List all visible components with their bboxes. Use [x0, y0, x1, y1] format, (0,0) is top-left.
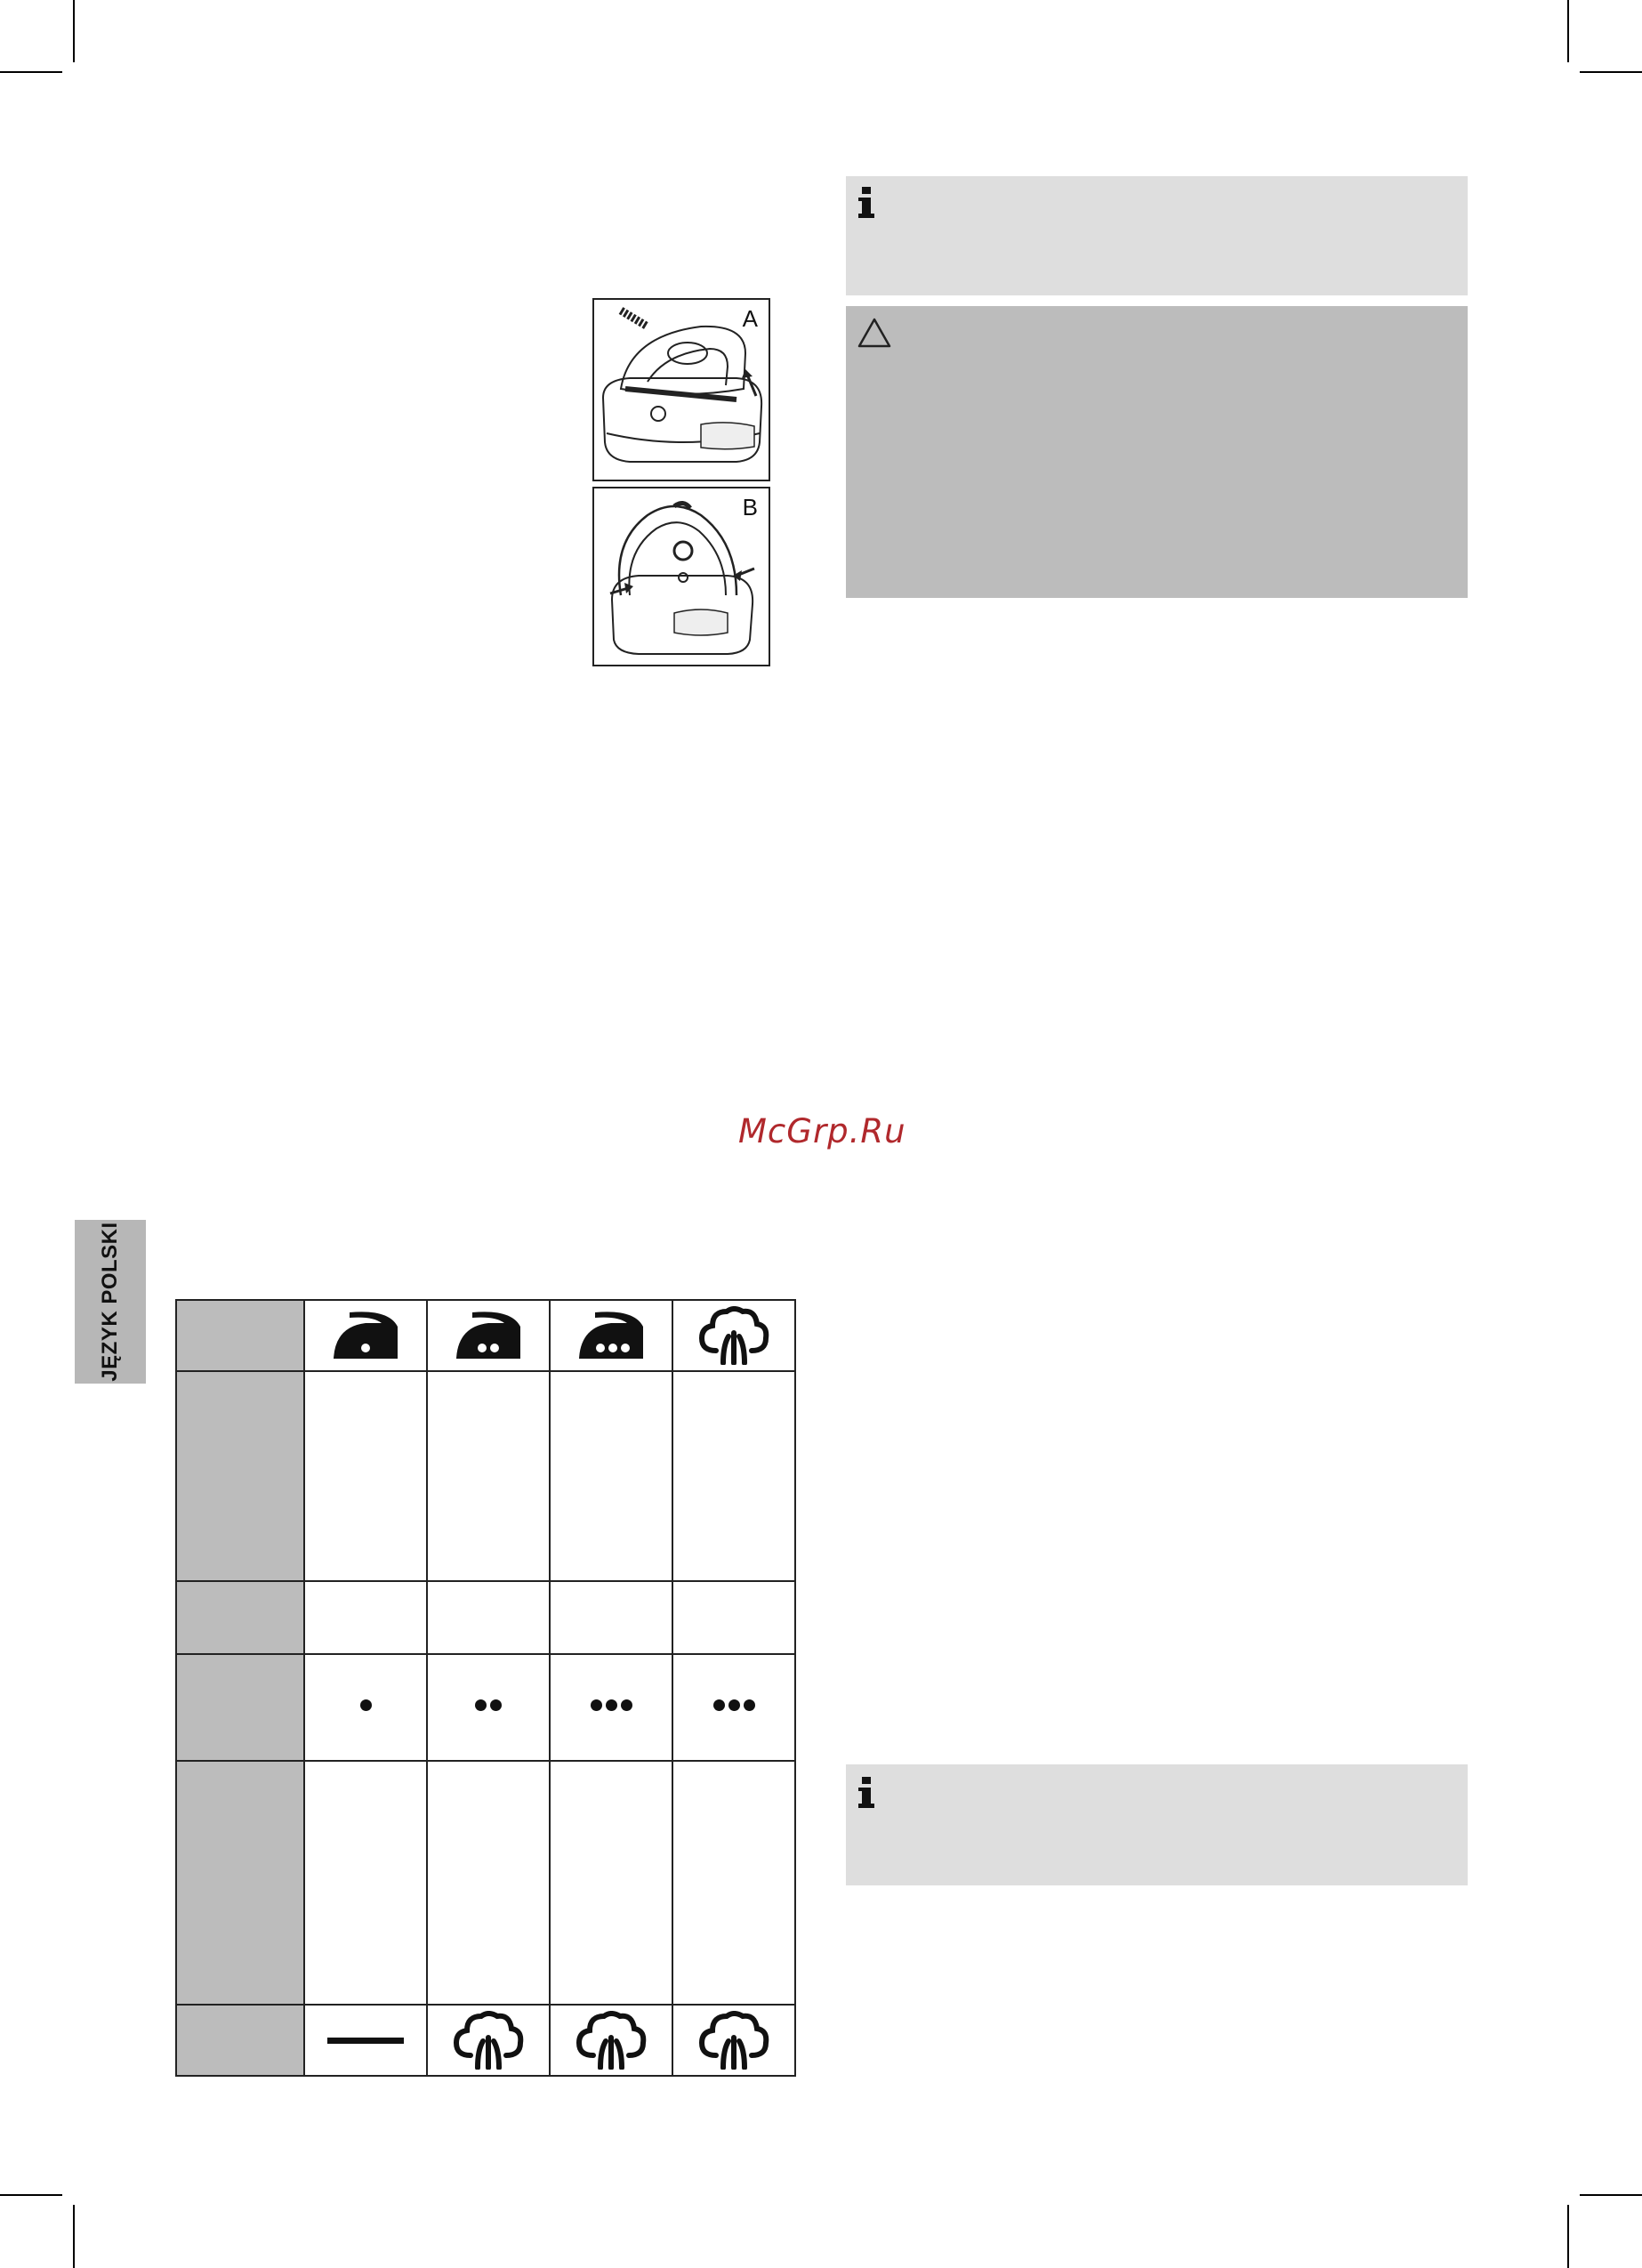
- table-header-cell: [176, 1654, 304, 1761]
- crop-mark: [0, 2194, 62, 2196]
- table-cell: [427, 1654, 550, 1761]
- steam-level-dots: [475, 1699, 502, 1711]
- table-cell: [427, 1371, 550, 1581]
- no-steam-dash: [327, 2038, 404, 2044]
- table-cell: [550, 2005, 672, 2076]
- language-tab: [75, 1220, 146, 1384]
- warning-triangle-icon: [857, 317, 892, 349]
- steam-level-dot: [606, 1699, 617, 1711]
- table-row: [176, 1300, 795, 1371]
- info-icon: [857, 1777, 876, 1809]
- table-cell: [304, 1300, 427, 1371]
- table-cell: [550, 1371, 672, 1581]
- table-row: [176, 2005, 795, 2076]
- steam-level-dots: [591, 1699, 632, 1711]
- table-cell: [672, 1300, 795, 1371]
- steam-level-dots: [713, 1699, 755, 1711]
- warning-box: [846, 306, 1468, 598]
- table-cell: [550, 1300, 672, 1371]
- table-cell: [304, 1581, 427, 1654]
- table-cell: [427, 1761, 550, 2005]
- table-cell: [672, 1371, 795, 1581]
- crop-mark: [73, 2205, 75, 2268]
- iron-one-dot-icon: [330, 1309, 401, 1362]
- steam-level-dot: [621, 1699, 632, 1711]
- table-cell: [550, 1761, 672, 2005]
- crop-mark: [1580, 2194, 1642, 2196]
- table-header-cell: [176, 1371, 304, 1581]
- table-header-cell: [176, 1581, 304, 1654]
- steam-level-dot: [475, 1699, 487, 1711]
- steam-level-dot: [728, 1699, 740, 1711]
- table-cell: [672, 1654, 795, 1761]
- steam-icon: [576, 2011, 647, 2070]
- steam-level-dot: [591, 1699, 602, 1711]
- table-cell: [672, 2005, 795, 2076]
- language-tab-label: JĘZYK POLSKI: [98, 1222, 122, 1382]
- crop-mark: [0, 71, 62, 73]
- figure-label: A: [742, 305, 758, 332]
- table-cell: [304, 1371, 427, 1581]
- table-header-cell: [176, 1761, 304, 2005]
- crop-mark: [1580, 71, 1642, 73]
- figure-b: [592, 487, 770, 666]
- table-header-cell: [176, 1300, 304, 1371]
- table-cell: [427, 1581, 550, 1654]
- steam-level-dots: [360, 1699, 372, 1711]
- table-cell: [672, 1761, 795, 2005]
- iron-two-dots-icon: [453, 1309, 524, 1362]
- steam-level-dot: [713, 1699, 725, 1711]
- steam-level-dot: [744, 1699, 755, 1711]
- watermark: McGrp.Ru: [738, 1112, 906, 1150]
- table-cell: [304, 1761, 427, 2005]
- table-cell: [550, 1581, 672, 1654]
- steam-level-dot: [490, 1699, 502, 1711]
- table-cell: [550, 1654, 672, 1761]
- figure-a: [592, 298, 770, 481]
- table-header-cell: [176, 2005, 304, 2076]
- steam-icon: [698, 2011, 769, 2070]
- steam-level-dot: [360, 1699, 372, 1711]
- info-icon: [857, 187, 876, 219]
- ironing-table: [175, 1299, 796, 2077]
- table-cell: [672, 1581, 795, 1654]
- table-cell: [304, 1654, 427, 1761]
- steam-icon: [453, 2011, 524, 2070]
- table-row: [176, 1371, 795, 1581]
- table-row: [176, 1761, 795, 2005]
- iron-three-dots-icon: [576, 1309, 647, 1362]
- table-cell: [304, 2005, 427, 2076]
- table-cell: [427, 2005, 550, 2076]
- table-row: [176, 1581, 795, 1654]
- info-box: [846, 176, 1468, 295]
- crop-mark: [1567, 2205, 1569, 2268]
- info-box: [846, 1764, 1468, 1885]
- steam-icon: [698, 1306, 769, 1365]
- crop-mark: [73, 0, 75, 62]
- table-row: [176, 1654, 795, 1761]
- crop-mark: [1567, 0, 1569, 62]
- table-cell: [427, 1300, 550, 1371]
- figure-label: B: [742, 494, 758, 521]
